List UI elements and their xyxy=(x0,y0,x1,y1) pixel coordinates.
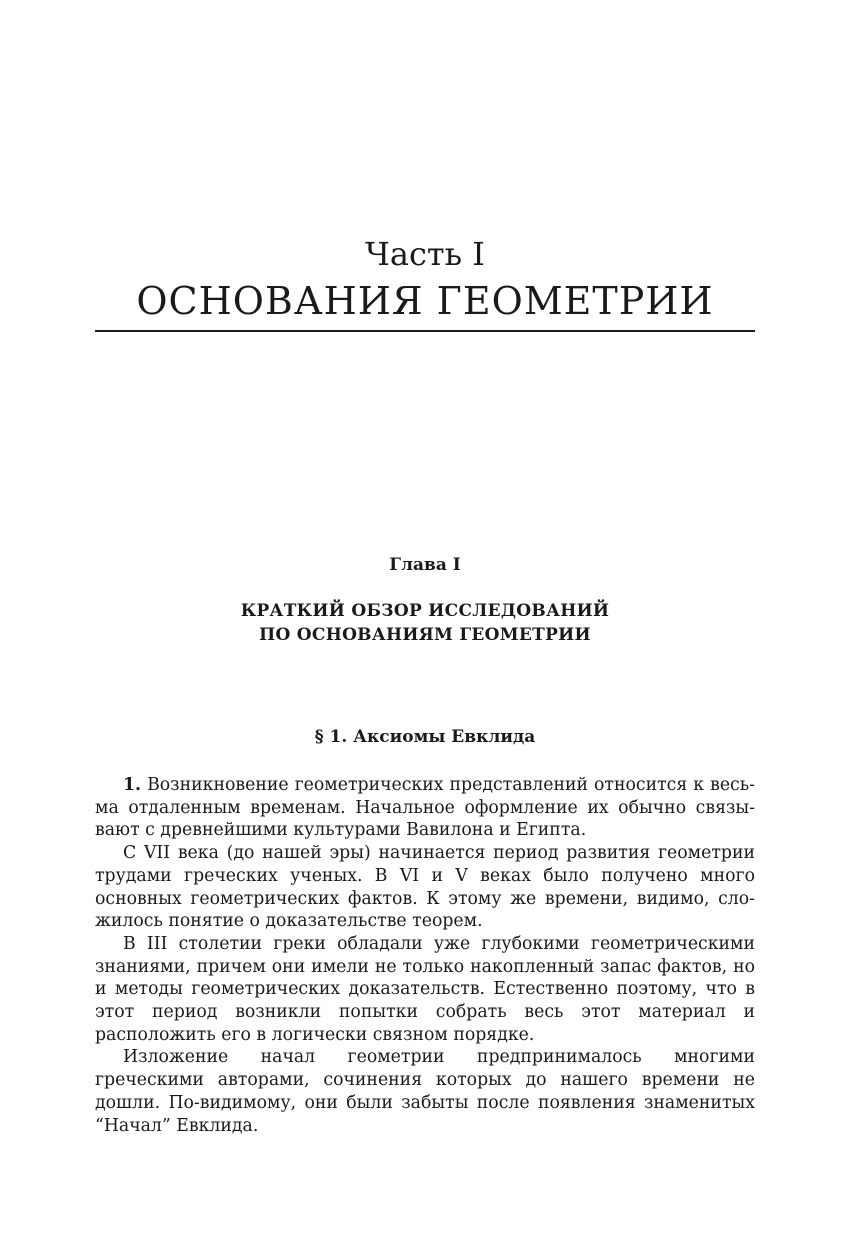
part-title: ОСНОВАНИЯ ГЕОМЕТРИИ xyxy=(136,279,714,323)
paragraph-number: 1. xyxy=(123,775,142,795)
paragraph-1-text: Возникновение геометрических представлений относится к весьма отдаленным временам. Начальное оформление их обычно связывают с древнейшими культурами Вавилона и Египта. xyxy=(95,775,755,841)
section-title: § 1. Аксиомы Евклида xyxy=(314,727,536,747)
body-text xyxy=(95,774,755,1137)
paragraph-2: С VII века (до нашей эры) начинается период развития геометрии трудами греческих ученых. В VI и V веках было получено много основных геометрических фактов. К этому же времени, видимо, сложилось понятие о доказательстве теорем. xyxy=(95,843,755,932)
part-header xyxy=(95,232,755,332)
paragraph-1 xyxy=(95,774,755,842)
chapter-header xyxy=(95,553,755,647)
chapter-title xyxy=(95,599,755,647)
part-divider xyxy=(95,330,755,332)
chapter-label: Глава I xyxy=(389,555,461,575)
paragraph-3: В III столетии греки обладали уже глубокими геометрическими знаниями, причем они имели не только накопленный запас фактов, но и методы геометрических доказательств. Естественно поэтому, что в этот период возникли попытки собрать весь этот материал и расположить его в логически связном порядке. xyxy=(95,933,755,1045)
chapter-title-line-1: КРАТКИЙ ОБЗОР ИССЛЕДОВАНИЙ xyxy=(240,601,610,621)
part-label: Часть I xyxy=(365,235,485,273)
chapter-title-line-2: ПО ОСНОВАНИЯМ ГЕОМЕТРИИ xyxy=(259,625,591,645)
paragraph-4: Изложение начал геометрии предпринималось многими греческими авторами, сочинения которых до нашего времени не дошли. По-видимому, они были забыты после появления знаменитых “Начал” Евклида. xyxy=(95,1047,755,1136)
